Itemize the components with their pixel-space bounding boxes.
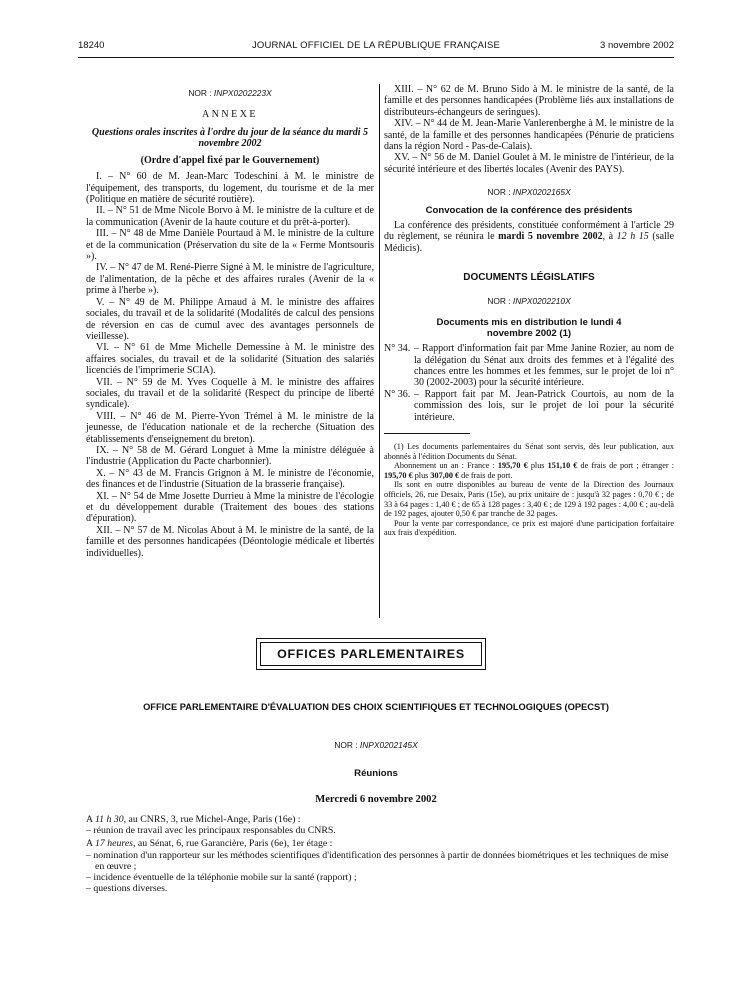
column-divider	[379, 84, 380, 618]
question-item: IX. – N° 58 de M. Gérard Longuet à Mme la ministre déléguée à l'industrie (Application du Pacte charbonnier).	[86, 444, 374, 468]
meeting-agenda-item: – questions diverses.	[86, 883, 168, 895]
document-number: N° 34.	[384, 343, 411, 355]
footnote: Pour la vente par correspondance, ce prix est majoré d'une participation forfaitaire aux frais d'expédition.	[384, 518, 674, 538]
meeting-day: Mercredi 6 novembre 2002	[315, 794, 437, 805]
nor-value: INPX0202165X	[512, 187, 571, 198]
document-item	[384, 343, 674, 389]
document-item	[384, 389, 674, 423]
convocation-text-part: , à	[602, 231, 617, 243]
ordre-subtitle: (Ordre d'appel fixé par le Gouvernement)	[140, 154, 320, 166]
question-item: XII. – N° 57 de M. Nicolas About à M. le ministre de la santé, de la famille et des personnes handicapées (Déontologie médicale et libertés individuelles).	[86, 524, 374, 559]
question-item: XIV. – N° 44 de M. Jean-Marie Vanlerenberghe à M. le ministre de la santé, de la famille et des personnes handicapées (Pénurie de praticiens dans la région Nord - Pas-de-Calais).	[384, 118, 674, 153]
question-item: VIII. – N° 46 de M. Pierre-Yvon Trémel à M. le ministre de la jeunesse, de l'éducation nationale et de la recherche (Situation des établissements d'enseignement du breton).	[86, 410, 374, 445]
question-item: I. – N° 60 de M. Jean-Marc Todeschini à M. le ministre de l'équipement, des transports, du logement, du tourisme et de la mer (Politique en matière de sécurité routière).	[86, 171, 374, 206]
footnote: Ils sont en outre disponibles au bureau de vente de la Direction des Journaux officiels, 26, rue Desaix, Paris (15e), au prix unitaire de : jusqu'à 32 pages : 0,70 € ; de 33 à 64 pages : 1,40 € ; de 65 à 128 pages : 3,40 € ; de 129 à 192 pages : 4,00 € ; au-delà de 192 pages, ajouter 0,50 € par tranche de 32 pages.	[384, 480, 674, 519]
convocation-date: mardi 5 novembre 2002	[498, 231, 603, 243]
price: 307,00 €	[430, 470, 460, 480]
nor-label: NOR :	[334, 740, 358, 750]
header-rule	[78, 57, 674, 58]
page-number: 18240	[78, 40, 105, 51]
nor-value: INPX0202223X	[213, 88, 272, 98]
reunions-heading: Réunions	[354, 768, 398, 779]
convocation-time: 12 h 15	[616, 231, 649, 243]
nor-value: INPX0202210X	[512, 295, 571, 306]
question-item: II. – N° 51 de Mme Nicole Borvo à M. le ministre de la culture et de la communication (Avenir de la haute couture et du prêt-à-porter).	[86, 205, 374, 228]
question-item: XIII. – N° 62 de M. Bruno Sido à M. le ministre de la santé, de la famille et des personnes handicapées (Problème liés aux installations de distributeurs-échangeurs de seringues).	[384, 84, 674, 118]
offices-parlementaires-title: OFFICES PARLEMENTAIRES	[260, 642, 482, 666]
right-column	[384, 84, 674, 538]
price: 151,10 €	[547, 461, 578, 471]
nor-value: INPX0202145X	[359, 740, 418, 750]
documents-legislatifs-heading: DOCUMENTS LÉGISLATIFS	[463, 272, 595, 284]
footnote-part: de frais de port.	[459, 470, 513, 480]
document-text: – Rapport fait par M. Jean-Patrick Courtois, au nom de la commission des lois, sur le projet de loi pour la sécurité intérieure.	[414, 388, 674, 423]
annexe-heading: ANNEXE	[201, 109, 259, 121]
footnote-rule	[384, 433, 470, 434]
nor-label: NOR :	[487, 187, 511, 198]
footnote-part: Abonnement un an : France :	[394, 461, 498, 471]
footnote-part: plus	[412, 470, 431, 480]
meeting-agenda-item: – réunion de travail avec les principaux responsables du CNRS.	[86, 825, 336, 837]
document-number: N° 36.	[384, 388, 411, 400]
footnote	[384, 461, 674, 480]
question-item: IV. – N° 47 de M. René-Pierre Signé à M. le ministre de l'agriculture, de l'alimentation, de la pêche et des affaires rurales (Avenir de la « prime à l'herbe »).	[86, 262, 374, 297]
question-item: III. – N° 48 de Mme Danièle Pourtaud à M. le ministre de la culture et de la communication (Préservation du site de la « Ferme Montsouris »).	[86, 228, 374, 263]
question-item: X. – N° 43 de M. Francis Grignon à M. le ministre de l'économie, des finances et de l'industrie (Situation de la brasserie française).	[86, 467, 374, 491]
meeting-time: 11 h 30	[94, 814, 124, 825]
meeting-agenda-item: – incidence éventuelle de la téléphonie mobile sur la santé (rapport) ;	[86, 872, 357, 884]
meeting-agenda-item: – nomination d'un rapporteur sur les méthodes scientifiques d'identification des personnes à partir de données biométriques et les techniques de mise en œuvre ;	[86, 849, 669, 872]
convocation-text-part: (salle Médicis).	[384, 231, 675, 254]
footnote-part: de frais de port ; étranger :	[577, 461, 675, 471]
nor-reference	[384, 296, 674, 307]
meeting-text: A	[86, 838, 95, 850]
distribution-heading: Documents mis en distribution le lundi 4 novembre 2002 (1)	[436, 317, 622, 340]
meeting-text: , au Sénat, 6, rue Garancière, Paris (6e), 1er étage :	[133, 838, 333, 850]
meeting-line	[86, 838, 674, 849]
question-item: VI. – N° 61 de Mme Michelle Demessine à M. le ministre des affaires sociales, du travail et de la solidarité (Situation des salariés licenciés de l'imprimerie SCIA).	[86, 342, 374, 377]
question-item: V. – N° 49 de M. Philippe Arnaud à M. le ministre des affaires sociales, du travail et de la solidarité (Modalités de calcul des pensions de réversion en cas de cumul avec des avantages personnels de vieillesse).	[86, 296, 374, 342]
price: 195,70 €	[497, 461, 528, 471]
opecst-heading: OFFICE PARLEMENTAIRE D'ÉVALUATION DES CHOIX SCIENTIFIQUES ET TECHNOLOGIQUES (OPECST)	[143, 702, 609, 712]
convocation-heading: Convocation de la conférence des présidents	[425, 204, 633, 216]
meeting-text: , au CNRS, 3, rue Michel-Ange, Paris (16e) :	[123, 814, 301, 825]
meeting-text: A	[86, 814, 95, 825]
price: 195,70 €	[384, 470, 413, 480]
left-column	[86, 84, 374, 559]
meeting-line	[86, 814, 674, 825]
footnote: (1) Les documents parlementaires du Sénat sont servis, dès leur publication, aux abonnés à l'édition Documents du Sénat.	[384, 441, 674, 461]
questions-title: Questions orales inscrites à l'ordre du jour de la séance du mardi 5 novembre 2002	[91, 126, 369, 149]
page-header	[78, 40, 674, 54]
footnote-part: plus	[527, 461, 548, 471]
nor-label: NOR :	[188, 88, 212, 98]
question-item: XV. – N° 56 de M. Daniel Goulet à M. le ministre de l'intérieur, de la sécurité intérieure et des libertés locales (Avenir des PAYS).	[384, 152, 674, 175]
journal-title: JOURNAL OFFICIEL DE LA RÉPUBLIQUE FRANÇAISE	[251, 40, 501, 51]
convocation-text-part: La conférence des présidents, constituée conformément à l'article 29 du règlement, se réunira le	[384, 220, 674, 243]
meeting-time: 17 heures	[94, 838, 133, 850]
nor-reference	[78, 740, 674, 750]
nor-reference	[86, 88, 374, 99]
nor-reference	[384, 187, 674, 198]
offices-parlementaires-box	[256, 638, 486, 670]
meetings-block	[86, 814, 674, 894]
document-text: – Rapport d'information fait par Mme Janine Rozier, au nom de la délégation du Sénat aux droits des femmes et à l'égalité des chances entre les hommes et les femmes, sur le projet de loi n° 30 (2002-2003) pour la sécurité intérieure.	[414, 343, 674, 389]
question-item: XI. – N° 54 de Mme Josette Durrieu à Mme la ministre de l'écologie et du développement durable (Traitement des boues des stations d'épuration).	[86, 490, 374, 525]
issue-date: 3 novembre 2002	[600, 40, 674, 51]
convocation-text	[384, 220, 674, 254]
question-item: VII. – N° 59 de M. Yves Coquelle à M. le ministre des affaires sociales, du travail et de la solidarité (Respect du principe de liberté syndicale).	[86, 376, 374, 411]
nor-label: NOR :	[487, 295, 511, 306]
